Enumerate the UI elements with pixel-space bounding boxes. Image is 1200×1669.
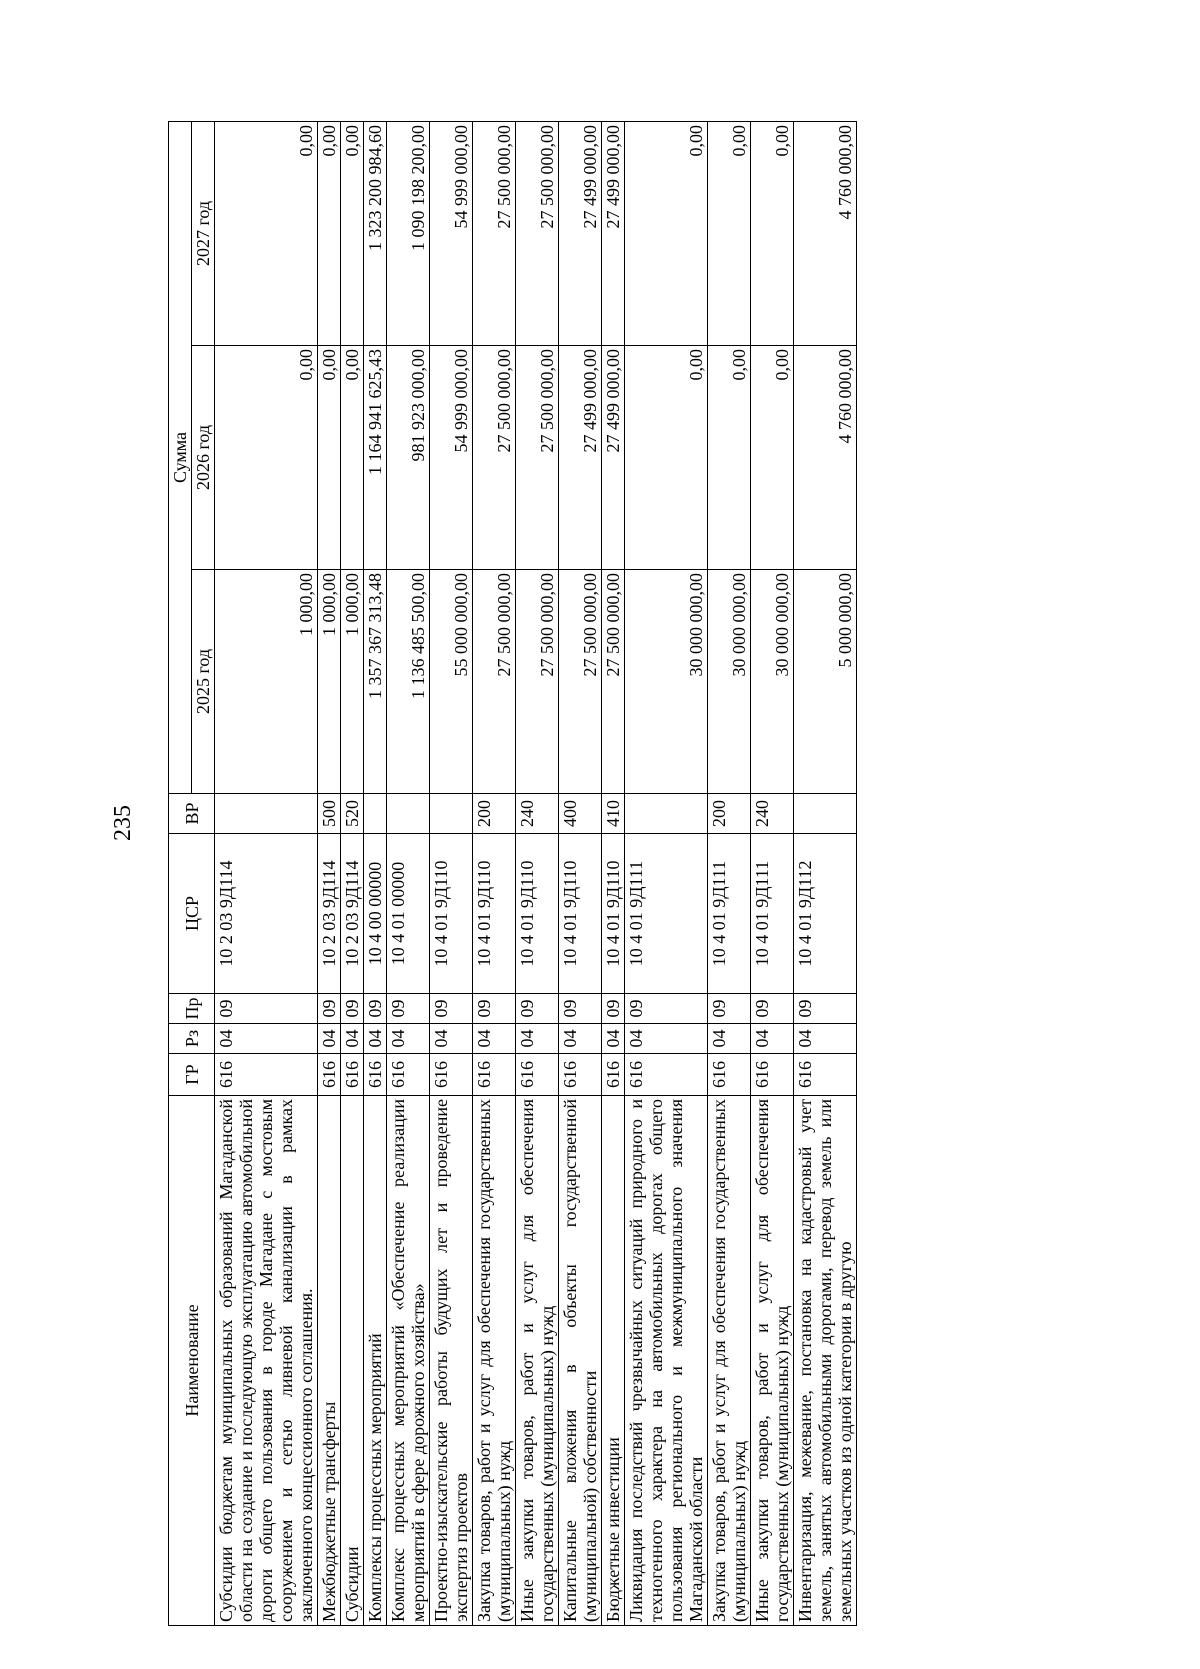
table-row (751, 121, 794, 1625)
cell-gr: 616 (341, 1054, 364, 1096)
cell-2025: 1 000,00 (341, 570, 364, 794)
header-sum: Сумма (169, 121, 192, 793)
table-row (602, 121, 625, 1625)
cell-pr: 09 (708, 994, 751, 1024)
cell-gr: 616 (559, 1054, 602, 1096)
cell-2026: 27 500 000,00 (516, 346, 559, 570)
cell-rz: 04 (364, 1024, 387, 1054)
cell-rz: 04 (215, 1024, 318, 1054)
header-rz: Рз (169, 1024, 215, 1054)
cell-vr: 240 (751, 794, 794, 834)
cell-2025: 1 136 485 500,00 (387, 570, 430, 794)
cell-pr: 09 (387, 994, 430, 1024)
table-row (625, 121, 708, 1625)
cell-name: Иные закупки товаров, работ и услуг для обеспечения государственных (муниципальных) нужд (751, 1096, 794, 1626)
cell-name: Закупка товаров, работ и услуг для обеспечения государственных (муниципальных) нужд (708, 1096, 751, 1626)
cell-gr: 616 (215, 1054, 318, 1096)
cell-gr: 616 (516, 1054, 559, 1096)
cell-name: Комплексы процессных мероприятий (364, 1096, 387, 1626)
cell-2025: 27 500 000,00 (516, 570, 559, 794)
table-row (559, 121, 602, 1625)
table-row (473, 121, 516, 1625)
table-row (364, 121, 387, 1625)
cell-rz: 04 (708, 1024, 751, 1054)
cell-rz: 04 (430, 1024, 473, 1054)
cell-vr: 400 (559, 794, 602, 834)
cell-rz: 04 (387, 1024, 430, 1054)
cell-2025: 55 000 000,00 (430, 570, 473, 794)
header-csr: ЦСР (169, 834, 215, 994)
cell-name: Межбюджетные трансферты (318, 1096, 341, 1626)
cell-2027: 0,00 (341, 121, 364, 345)
header-2025: 2025 год (192, 570, 215, 794)
cell-2025: 1 357 367 313,48 (364, 570, 387, 794)
page-number: 235 (110, 805, 136, 841)
header-2027: 2027 год (192, 121, 215, 345)
cell-name: Субсидии (341, 1096, 364, 1626)
cell-2025: 27 500 000,00 (602, 570, 625, 794)
cell-2027: 4 760 000,00 (794, 121, 857, 345)
cell-pr: 09 (364, 994, 387, 1024)
cell-pr: 09 (625, 994, 708, 1024)
cell-csr: 10 4 00 00000 (364, 834, 387, 994)
cell-csr: 10 4 01 9Д112 (794, 834, 857, 994)
cell-2026: 27 499 000,00 (559, 346, 602, 570)
cell-name: Иные закупки товаров, работ и услуг для обеспечения государственных (муниципальных) нужд (516, 1096, 559, 1626)
cell-csr: 10 2 03 9Д114 (215, 834, 318, 994)
cell-name: Комплекс процессных мероприятий «Обеспечение реализации мероприятий в сфере дорожного хозяйства» (387, 1096, 430, 1626)
cell-pr: 09 (215, 994, 318, 1024)
cell-pr: 09 (794, 994, 857, 1024)
table-row (516, 121, 559, 1625)
cell-2025: 1 000,00 (215, 570, 318, 794)
cell-vr (364, 794, 387, 834)
cell-2026: 981 923 000,00 (387, 346, 430, 570)
cell-csr: 10 2 03 9Д114 (341, 834, 364, 994)
cell-vr (625, 794, 708, 834)
cell-pr: 09 (516, 994, 559, 1024)
cell-2026: 0,00 (341, 346, 364, 570)
cell-2027: 27 499 000,00 (559, 121, 602, 345)
cell-rz: 04 (341, 1024, 364, 1054)
cell-2027: 0,00 (318, 121, 341, 345)
cell-2026: 0,00 (215, 346, 318, 570)
cell-vr: 200 (473, 794, 516, 834)
cell-rz: 04 (602, 1024, 625, 1054)
header-name: Наименование (169, 1096, 215, 1626)
cell-pr: 09 (602, 994, 625, 1024)
cell-gr: 616 (708, 1054, 751, 1096)
cell-pr: 09 (473, 994, 516, 1024)
cell-2027: 1 323 200 984,60 (364, 121, 387, 345)
cell-csr: 10 4 01 00000 (387, 834, 430, 994)
cell-csr: 10 4 01 9Д111 (625, 834, 708, 994)
cell-2026: 0,00 (708, 346, 751, 570)
cell-2027: 27 499 000,00 (602, 121, 625, 345)
cell-2026: 0,00 (751, 346, 794, 570)
cell-2027: 54 999 000,00 (430, 121, 473, 345)
cell-gr: 616 (751, 1054, 794, 1096)
cell-2026: 4 760 000,00 (794, 346, 857, 570)
cell-2027: 0,00 (751, 121, 794, 345)
budget-table (168, 121, 857, 1626)
cell-2026: 27 499 000,00 (602, 346, 625, 570)
cell-pr: 09 (430, 994, 473, 1024)
cell-rz: 04 (318, 1024, 341, 1054)
cell-csr: 10 2 03 9Д114 (318, 834, 341, 994)
cell-csr: 10 4 01 9Д110 (430, 834, 473, 994)
header-gr: ГР (169, 1054, 215, 1096)
cell-vr (430, 794, 473, 834)
cell-rz: 04 (751, 1024, 794, 1054)
cell-csr: 10 4 01 9Д111 (751, 834, 794, 994)
budget-table-container (168, 122, 1100, 1626)
cell-pr: 09 (318, 994, 341, 1024)
header-row (169, 121, 192, 1625)
cell-2026: 27 500 000,00 (473, 346, 516, 570)
cell-2026: 54 999 000,00 (430, 346, 473, 570)
cell-2027: 0,00 (708, 121, 751, 345)
cell-csr: 10 4 01 9Д111 (708, 834, 751, 994)
header-pr: Пр (169, 994, 215, 1024)
table-row (794, 121, 857, 1625)
cell-vr (794, 794, 857, 834)
cell-pr: 09 (559, 994, 602, 1024)
cell-gr: 616 (387, 1054, 430, 1096)
cell-gr: 616 (794, 1054, 857, 1096)
cell-pr: 09 (751, 994, 794, 1024)
cell-2027: 1 090 198 200,00 (387, 121, 430, 345)
cell-2025: 30 000 000,00 (751, 570, 794, 794)
cell-2027: 0,00 (215, 121, 318, 345)
table-row (387, 121, 430, 1625)
cell-vr: 520 (341, 794, 364, 834)
cell-gr: 616 (602, 1054, 625, 1096)
cell-csr: 10 4 01 9Д110 (473, 834, 516, 994)
cell-name: Капитальные вложения в объекты государственной (муниципальной) собственности (559, 1096, 602, 1626)
cell-2025: 27 500 000,00 (559, 570, 602, 794)
table-row (215, 121, 318, 1625)
cell-vr: 200 (708, 794, 751, 834)
table-row (430, 121, 473, 1625)
cell-2027: 27 500 000,00 (473, 121, 516, 345)
cell-name: Закупка товаров, работ и услуг для обеспечения государственных (муниципальных) нужд (473, 1096, 516, 1626)
cell-gr: 616 (473, 1054, 516, 1096)
table-row (708, 121, 751, 1625)
cell-rz: 04 (516, 1024, 559, 1054)
cell-2026: 0,00 (625, 346, 708, 570)
cell-rz: 04 (794, 1024, 857, 1054)
cell-2027: 0,00 (625, 121, 708, 345)
table-row (318, 121, 341, 1625)
cell-csr: 10 4 01 9Д110 (559, 834, 602, 994)
cell-pr: 09 (341, 994, 364, 1024)
cell-name: Инвентаризация, межевание, постановка на кадастровый учет земель, занятых автомобильными дорогами, перевод земель или земельных участков из одной категории в другую (794, 1096, 857, 1626)
cell-gr: 616 (430, 1054, 473, 1096)
cell-name: Ликвидация последствий чрезвычайных ситуаций природного и техногенного характера на автомобильных дорогах общего пользования регионального и межмуниципального значения Магаданской области (625, 1096, 708, 1626)
cell-2025: 27 500 000,00 (473, 570, 516, 794)
cell-2025: 5 000 000,00 (794, 570, 857, 794)
cell-csr: 10 4 01 9Д110 (602, 834, 625, 994)
cell-2025: 30 000 000,00 (708, 570, 751, 794)
cell-vr: 500 (318, 794, 341, 834)
header-vr: ВР (169, 794, 215, 834)
cell-name: Проектно-изыскательские работы будущих лет и проведение экспертиз проектов (430, 1096, 473, 1626)
cell-2025: 30 000 000,00 (625, 570, 708, 794)
cell-rz: 04 (625, 1024, 708, 1054)
table-row (341, 121, 364, 1625)
cell-gr: 616 (318, 1054, 341, 1096)
cell-vr: 240 (516, 794, 559, 834)
cell-2026: 1 164 941 625,43 (364, 346, 387, 570)
cell-name: Субсидии бюджетам муниципальных образований Магаданской области на создание и последующую эксплуатацию автомобильной дороги общего пользования в городе Магадане с мостовым сооружением и сетью ливневой канализации в рамках заключенного концессионного соглашения. (215, 1096, 318, 1626)
cell-rz: 04 (473, 1024, 516, 1054)
header-2026: 2026 год (192, 346, 215, 570)
cell-gr: 616 (364, 1054, 387, 1096)
cell-gr: 616 (625, 1054, 708, 1096)
cell-vr (215, 794, 318, 834)
cell-vr (387, 794, 430, 834)
cell-2026: 0,00 (318, 346, 341, 570)
cell-2027: 27 500 000,00 (516, 121, 559, 345)
cell-name: Бюджетные инвестиции (602, 1096, 625, 1626)
cell-vr: 410 (602, 794, 625, 834)
cell-rz: 04 (559, 1024, 602, 1054)
cell-csr: 10 4 01 9Д110 (516, 834, 559, 994)
cell-2025: 1 000,00 (318, 570, 341, 794)
